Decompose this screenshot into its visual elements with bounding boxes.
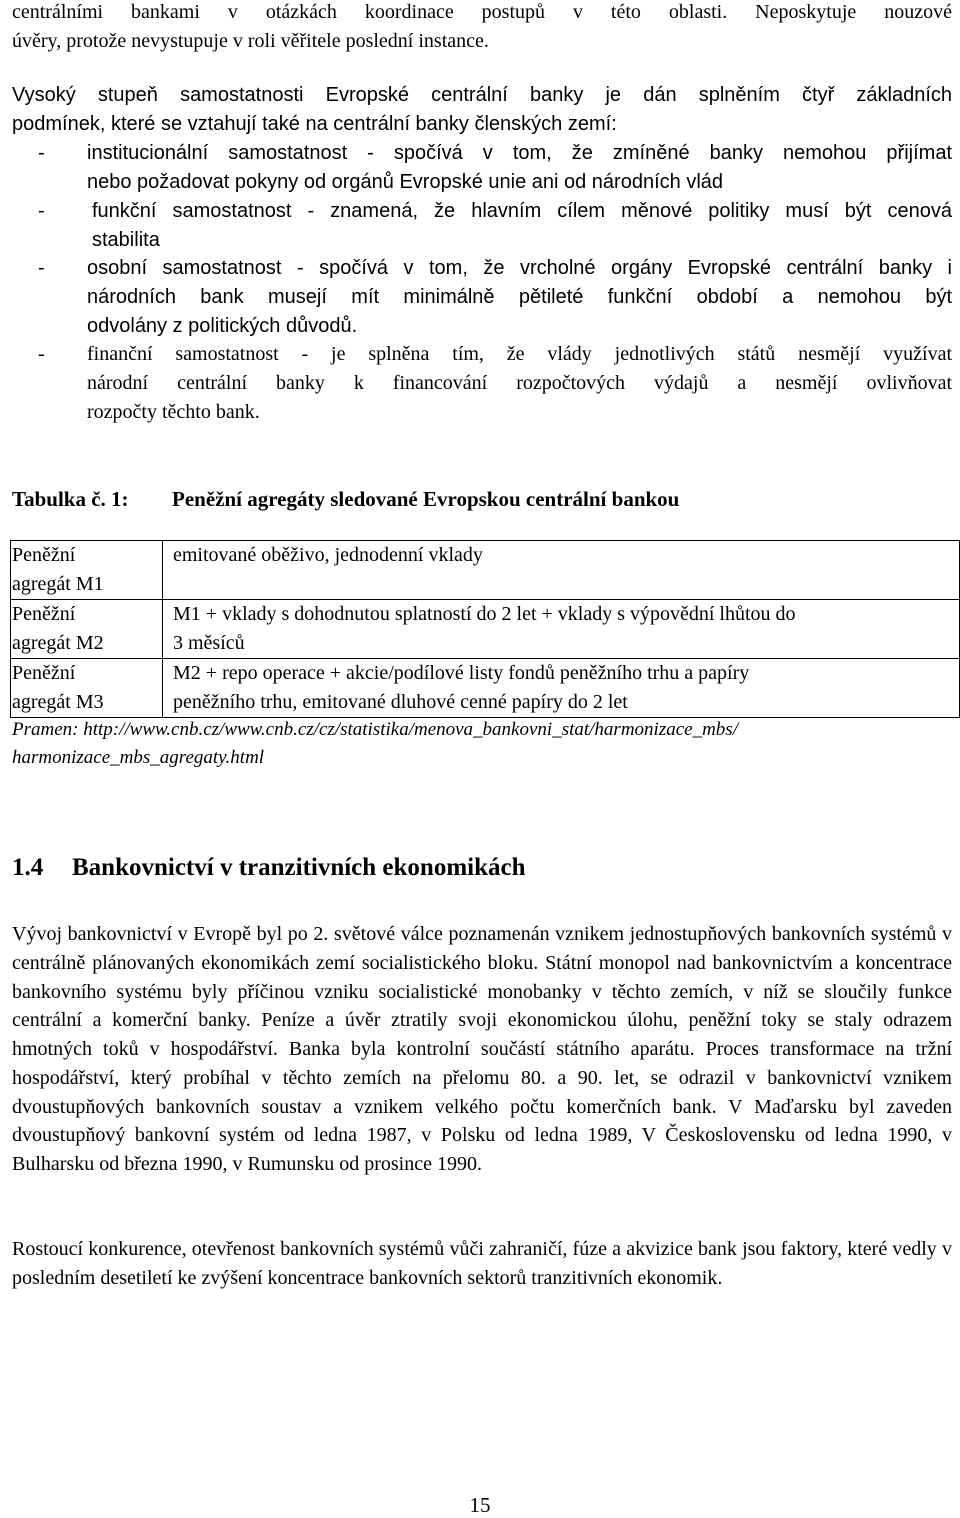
bullet-item bbox=[0, 139, 960, 199]
table-caption-label: Tabulka č. 1: bbox=[12, 487, 129, 511]
independence-intro-line-1: Vysoký stupeň samostatnosti Evropské centrální banky je dán splněním čtyř základních bbox=[12, 84, 952, 106]
table-row bbox=[11, 659, 960, 718]
bullet-line: národních bank musejí mít minimálně pětileté funkční období a nemohou být bbox=[87, 286, 952, 308]
intro-paragraph bbox=[12, 0, 952, 56]
table-caption bbox=[12, 484, 680, 514]
table-source bbox=[12, 716, 952, 772]
aggregate-description-line: M1 + vklady s dohodnutou splatností do 2 let + vklady s výpovědní lhůtou do bbox=[173, 603, 796, 625]
table-row bbox=[11, 541, 960, 600]
section-heading bbox=[12, 851, 526, 885]
intro-line-2: úvěry, protože nevystupuje v roli věřitele poslední instance. bbox=[12, 30, 489, 52]
aggregate-name-cell bbox=[11, 541, 163, 600]
bullet-line: institucionální samostatnost - spočívá v tom, že zmíněné banky nemohou přijímat bbox=[87, 142, 952, 164]
bullet-line: rozpočty těchto bank. bbox=[87, 401, 260, 423]
aggregate-name-cell bbox=[11, 659, 163, 718]
bullet-line: funkční samostatnost - znamená, že hlavním cílem měnové politiky musí být cenová bbox=[92, 200, 952, 222]
table-row bbox=[11, 600, 960, 659]
aggregate-description-line: emitované oběživo, jednodenní vklady bbox=[173, 544, 483, 566]
aggregate-name-line: Peněžní bbox=[12, 544, 76, 566]
aggregate-name-line: agregát M2 bbox=[12, 632, 104, 654]
bullet-item bbox=[0, 197, 960, 257]
aggregate-name-cell bbox=[11, 600, 163, 659]
bullet-line: národní centrální banky k financování rozpočtových výdajů a nesmějí ovlivňovat bbox=[87, 372, 952, 394]
source-line: Pramen: http://www.cnb.cz/www.cnb.cz/cz/statistika/menova_bankovni_stat/harmonizace_mbs/ bbox=[12, 719, 738, 740]
bullet-dash: - bbox=[38, 257, 45, 279]
aggregate-name-line: agregát M1 bbox=[12, 573, 104, 595]
independence-intro-line-2: podmínek, které se vztahují také na centrální banky členských zemí: bbox=[12, 113, 617, 135]
aggregate-description-cell bbox=[163, 600, 960, 659]
bullet-item bbox=[0, 254, 960, 344]
bullet-line: stabilita bbox=[92, 229, 160, 251]
bullet-dash: - bbox=[38, 142, 45, 164]
aggregate-description-line: M2 + repo operace + akcie/podílové listy fondů peněžního trhu a papíry bbox=[173, 662, 750, 684]
bullet-line: osobní samostatnost - spočívá v tom, že vrcholné orgány Evropské centrální banky i bbox=[87, 257, 952, 279]
aggregate-name-line: agregát M3 bbox=[12, 691, 104, 713]
section-title: Bankovnictví v tranzitivních ekonomikách bbox=[72, 854, 526, 881]
independence-intro bbox=[12, 81, 952, 139]
aggregate-name-line: Peněžní bbox=[12, 662, 76, 684]
section-number: 1.4 bbox=[12, 854, 44, 881]
source-line: harmonizace_mbs_agregaty.html bbox=[12, 747, 265, 768]
monetary-aggregates-table bbox=[10, 540, 960, 718]
page-number: 15 bbox=[469, 1493, 491, 1517]
aggregate-name-line: Peněžní bbox=[12, 603, 76, 625]
body-paragraph: Rostoucí konkurence, otevřenost bankovních systémů vůči zahraničí, fúze a akvizice bank jsou faktory, které vedly v posledním desetiletí ke zvýšení koncentrace bankovních sektorů tranzitivních ekonomik. bbox=[12, 1238, 952, 1289]
table-caption-title: Peněžní agregáty sledované Evropskou centrální bankou bbox=[172, 487, 680, 511]
aggregate-description-line: 3 měsíců bbox=[173, 632, 245, 654]
bullet-dash: - bbox=[38, 343, 45, 365]
bullet-item bbox=[0, 340, 960, 430]
bullet-line: nebo požadovat pokyny od orgánů Evropské unie ani od národních vlád bbox=[87, 171, 724, 193]
aggregate-description-cell bbox=[163, 541, 960, 600]
aggregate-description-cell bbox=[163, 659, 960, 718]
intro-line-1: centrálními bankami v otázkách koordinace postupů v této oblasti. Neposkytuje nouzové bbox=[12, 1, 952, 23]
bullet-line: odvolány z politických důvodů. bbox=[87, 315, 358, 337]
bullet-line: finanční samostatnost - je splněna tím, že vlády jednotlivých států nesmějí využívat bbox=[87, 343, 952, 365]
bullet-dash: - bbox=[38, 200, 45, 222]
body-paragraph: Vývoj bankovnictví v Evropě byl po 2. světové válce poznamenán vznikem jednostupňových bankovních systémů v centrálně plánovaných ekonomikách zemí socialistického bloku. Státní monopol nad bankovnictvím a koncentrace bankovního systému byly příčinou vzniku socialistické monobanky v těchto zemích, v níž se sloučily funkce centrální a komerční banky. Peníze a úvěr ztratily svoji ekonomickou úlohu, peněžní toky se staly odrazem hmotných toků v hospodářství. Banka byla kontrolní součástí státního aparátu. Proces transformace na tržní hospodářství, který probíhal v těchto zemích na přelomu 80. a 90. let, se odrazil v bankovnictví vznikem dvoustupňových bankovních soustav a vznikem velkého počtu komerčních bank. V Maďarsku byl zaveden dvoustupňový bankovní systém od ledna 1987, v Polsku od ledna 1989, V Československu od ledna 1990, v Bulharsku od března 1990, v Rumunsku od prosince 1990. bbox=[12, 923, 952, 1175]
aggregate-description-line: peněžního trhu, emitované dluhové cenné papíry do 2 let bbox=[173, 691, 628, 713]
